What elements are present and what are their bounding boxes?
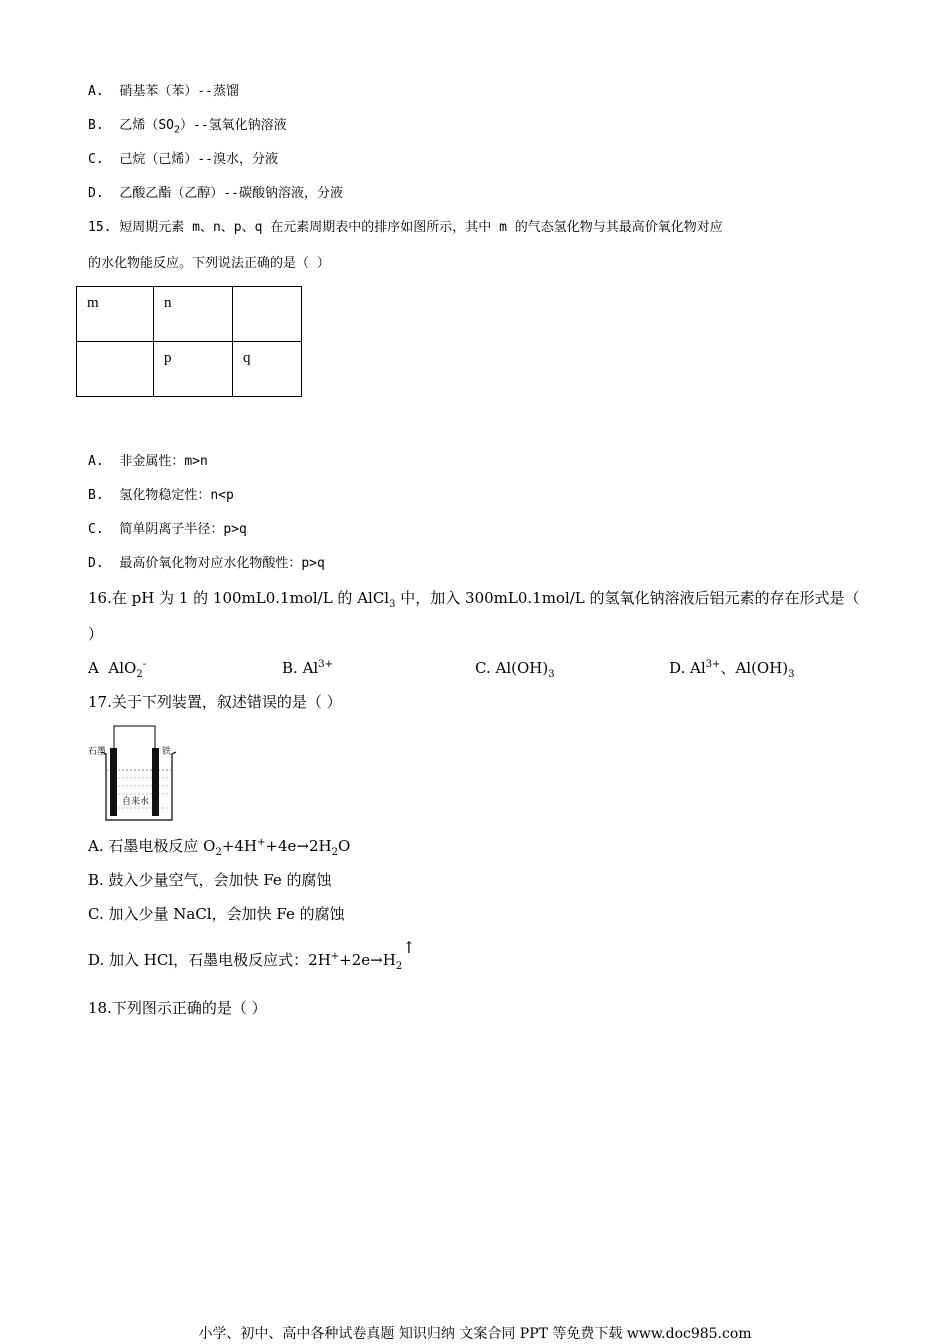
table-row [77, 287, 302, 342]
q16-stem-line1: 16.在 pH 为 1 的 100mL0.1mol/L 的 AlCl$_3$ 中，加入 300mL0.1mol/L 的氢氧化钠溶液后铝元素的存在形式是（ [88, 589, 860, 610]
q15-stem-line1: 15. 短周期元素 m、n、p、q 在元素周期表中的排序如图所示，其中 m 的气态氢化物与其最高价氧化物对应 [88, 220, 723, 235]
iron-electrode [152, 748, 159, 816]
q16-option-d: D. $Al^{3+}$、$Al(OH)_3$ [669, 659, 795, 680]
graphite-electrode [110, 748, 117, 816]
q16-option-b: B. $Al^{3+}$ [282, 659, 333, 677]
page-footer: 小学、初中、高中各种试卷真题 知识归纳 文案合同 PPT 等免费下载 www.doc985.com [198, 1326, 752, 1342]
table-cell [233, 287, 302, 342]
iron-label: 铁 [162, 747, 172, 757]
q15-option-c: C. 简单阴离子半径：p>q [88, 522, 247, 537]
q14-option-a: A. 硝基苯（苯）--蒸馏 [88, 84, 239, 99]
q16-stem-line2: ） [88, 625, 104, 643]
q15-option-d: D. 最高价氧化物对应水化物酸性：p>q [88, 556, 325, 571]
cell-diagram [88, 724, 188, 824]
table-cell [77, 342, 154, 397]
tap-water-label: 自来水 [122, 797, 150, 807]
q15-option-a: A. 非金属性：m>n [88, 454, 208, 469]
q17-option-a: A. 石墨电极反应 $O_2+4H^++4e\to 2H_2O$ [88, 837, 351, 858]
table-cell: q [233, 342, 302, 397]
table-cell: p [154, 342, 233, 397]
graphite-label: 石墨 [88, 747, 107, 757]
q14-option-b: B. 乙烯$(SO_2)--$氢氧化钠溶液 [88, 118, 287, 136]
q15-option-b: B. 氢化物稳定性：n<p [88, 488, 234, 503]
q14-option-d: D. 乙酸乙酯（乙醇）--碳酸钠溶液，分液 [88, 186, 343, 201]
table-cell: n [154, 287, 233, 342]
periodic-table-fragment [76, 286, 302, 397]
q17-option-c: C. 加入少量 NaCl，会加快 Fe 的腐蚀 [88, 905, 345, 923]
q17-option-b: B. 鼓入少量空气，会加快 Fe 的腐蚀 [88, 871, 332, 889]
q17-option-d: D. 加入 HCl，石墨电极反应式：$2H^++2e\to H_2↑$ [88, 938, 416, 972]
table-cell: m [77, 287, 154, 342]
q15-stem-line2: 的水化物能反应。下列说法正确的是（ ） [88, 256, 330, 271]
q14-option-c: C. 己烷（己烯）--溴水，分液 [88, 152, 278, 167]
gas-arrow-icon: ↑ [402, 938, 416, 957]
wire [114, 726, 155, 750]
q17-stem: 17.关于下列装置，叙述错误的是（ ） [88, 693, 342, 711]
q16-option-a: A AlO$_2$- [88, 659, 147, 680]
q16-option-c: C. $Al(OH)_3$ [475, 659, 555, 680]
q18-stem: 18.下列图示正确的是（ ） [88, 999, 267, 1017]
table-row [77, 342, 302, 397]
electrochemical-cell-figure [88, 724, 188, 824]
